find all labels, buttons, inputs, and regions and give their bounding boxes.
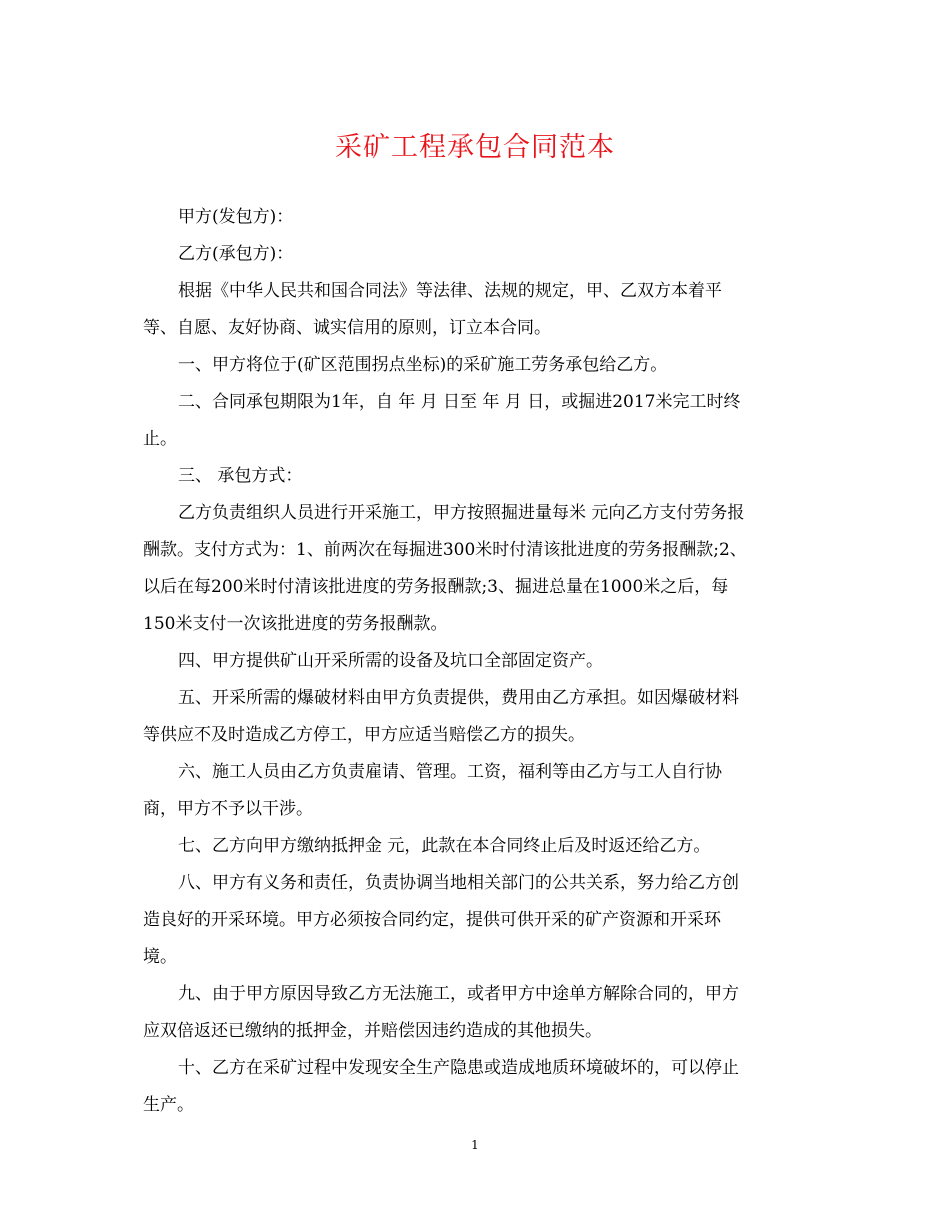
paragraph-line: 一、甲方将位于(矿区范围拐点坐标)的采矿施工劳务承包给乙方。	[178, 355, 668, 375]
paragraph-line: 二、合同承包期限为1年，自 年 月 日至 年 月 日，或掘进2017米完工时终	[178, 392, 741, 412]
document-body	[143, 199, 801, 1124]
document-title: 采矿工程承包合同范本	[335, 132, 615, 163]
paragraph-line: 根据《中华人民共和国合同法》等法律、法规的规定，甲、乙双方本着平	[178, 281, 722, 301]
paragraph-line: 以后在每200米时付清该批进度的劳务报酬款;3、掘进总量在1000米之后，每	[143, 577, 729, 597]
paragraph	[143, 273, 801, 347]
paragraph-line: 等供应不及时造成乙方停工，甲方应适当赔偿乙方的损失。	[143, 725, 585, 745]
paragraph-line: 四、甲方提供矿山开采所需的设备及坑口全部固定资产。	[178, 651, 603, 671]
paragraph	[143, 976, 801, 1050]
paragraph	[143, 643, 801, 680]
paragraph	[143, 828, 801, 865]
paragraph-line: 乙方负责组织人员进行开采施工，甲方按照掘进量每米 元向乙方支付劳务报	[178, 503, 745, 523]
paragraph	[143, 347, 801, 384]
paragraph-line: 商，甲方不予以干涉。	[143, 799, 313, 819]
paragraph	[143, 384, 801, 458]
page-number: 1	[471, 1138, 479, 1152]
paragraph	[143, 495, 801, 643]
paragraph-line: 九、由于甲方原因导致乙方无法施工，或者甲方中途单方解除合同的，甲方	[178, 984, 739, 1004]
paragraph-line: 三、 承包方式：	[178, 466, 303, 486]
paragraph	[143, 754, 801, 828]
paragraph-line: 八、甲方有义务和责任，负责协调当地相关部门的公共关系，努力给乙方创	[178, 873, 739, 893]
paragraph	[143, 1050, 801, 1124]
paragraph-line: 应双倍返还已缴纳的抵押金，并赔偿因违约造成的其他损失。	[143, 1021, 602, 1041]
paragraph	[143, 199, 801, 236]
paragraph	[143, 680, 801, 754]
paragraph-line: 造良好的开采环境。甲方必须按合同约定，提供可供开采的矿产资源和开采环	[143, 910, 721, 930]
paragraph-line: 七、乙方向甲方缴纳抵押金 元，此款在本合同终止后及时返还给乙方。	[178, 836, 711, 856]
paragraph-line: 生产。	[143, 1095, 194, 1115]
paragraph	[143, 865, 801, 976]
paragraph-line: 止。	[143, 429, 177, 449]
paragraph-line: 境。	[143, 947, 177, 967]
paragraph-line: 十、乙方在采矿过程中发现安全生产隐患或造成地质环境破坏的，可以停止	[178, 1058, 739, 1078]
paragraph-line: 六、施工人员由乙方负责雇请、管理。工资，福利等由乙方与工人自行协	[178, 762, 722, 782]
paragraph-line: 甲方(发包方)：	[178, 207, 294, 227]
paragraph	[143, 458, 801, 495]
paragraph-line: 等、自愿、友好协商、诚实信用的原则，订立本合同。	[143, 318, 551, 338]
paragraph-line: 乙方(承包方)：	[178, 244, 294, 264]
paragraph-line: 酬款。支付方式为：1、前两次在每掘进300米时付清该批进度的劳务报酬款;2、	[143, 540, 747, 560]
paragraph-line: 150米支付一次该批进度的劳务报酬款。	[143, 614, 448, 634]
paragraph-line: 五、开采所需的爆破材料由甲方负责提供，费用由乙方承担。如因爆破材料	[178, 688, 739, 708]
paragraph	[143, 236, 801, 273]
